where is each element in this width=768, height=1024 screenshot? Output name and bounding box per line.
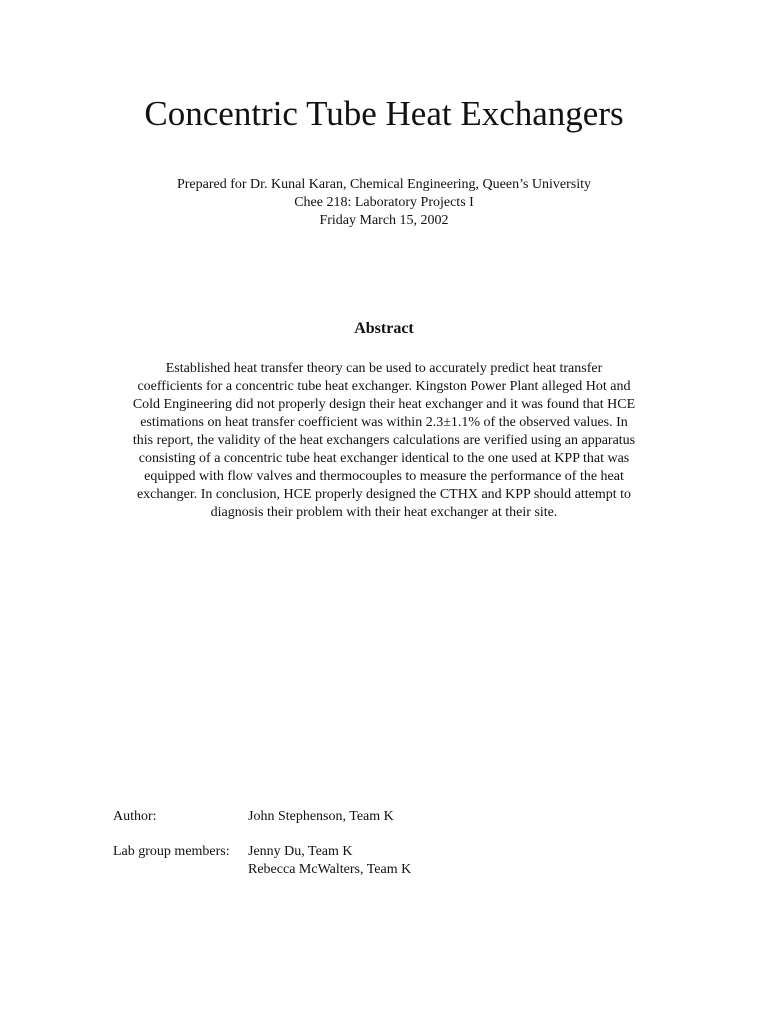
prepared-for-line: Prepared for Dr. Kunal Karan, Chemical Engineering, Queen’s University xyxy=(176,177,592,192)
members-row xyxy=(113,843,411,879)
author-row xyxy=(113,808,411,826)
abstract-body xyxy=(108,360,660,522)
prepared-block xyxy=(0,176,768,230)
document-title: Concentric Tube Heat Exchangers xyxy=(144,94,624,133)
date-line: Friday March 15, 2002 xyxy=(319,213,449,228)
abstract-line: estimations on heat transfer coefficient was within 2.3±1.1% of the observed values. In xyxy=(140,415,628,430)
author-label: Author: xyxy=(113,809,157,824)
abstract-line: Cold Engineering did not properly design their heat exchanger and it was found that HCE xyxy=(132,397,636,412)
abstract-line: Established heat transfer theory can be used to accurately predict heat transfer xyxy=(165,361,603,376)
member-name: Rebecca McWalters, Team K xyxy=(248,862,412,877)
credits-block xyxy=(113,808,411,879)
abstract-heading: Abstract xyxy=(354,320,414,337)
abstract-line: coefficients for a concentric tube heat exchanger. Kingston Power Plant alleged Hot and xyxy=(137,379,631,394)
abstract-line: exchanger. In conclusion, HCE properly designed the CTHX and KPP should attempt to xyxy=(136,487,632,502)
abstract-line: diagnosis their problem with their heat exchanger at their site. xyxy=(210,505,558,520)
author-value: John Stephenson, Team K xyxy=(248,809,394,824)
member-name: Jenny Du, Team K xyxy=(248,844,353,859)
abstract-line: consisting of a concentric tube heat exchanger identical to the one used at KPP that was xyxy=(138,451,630,466)
members-list xyxy=(248,843,411,879)
course-line: Chee 218: Laboratory Projects I xyxy=(294,195,474,210)
abstract-line: equipped with flow valves and thermocouples to measure the performance of the heat xyxy=(144,469,624,484)
members-label: Lab group members: xyxy=(113,844,230,859)
abstract-line: this report, the validity of the heat exchangers calculations are verified using an apparatus xyxy=(132,433,636,448)
